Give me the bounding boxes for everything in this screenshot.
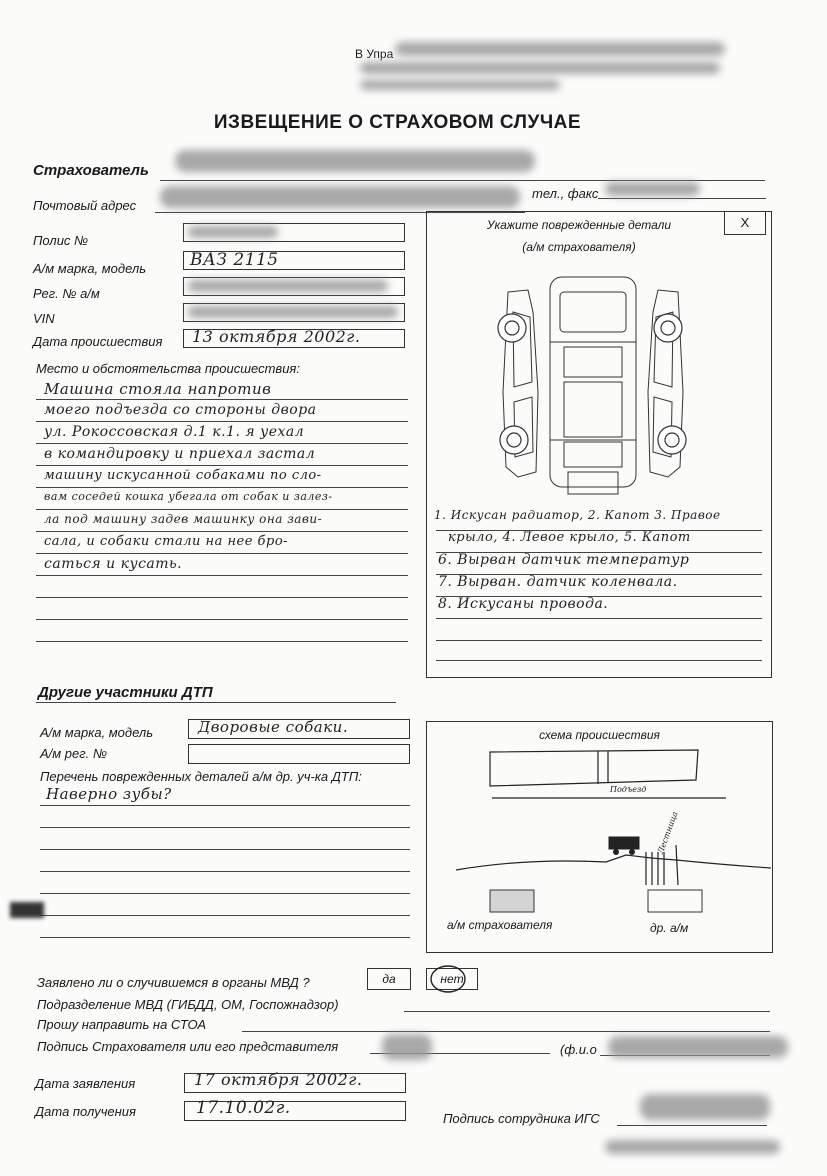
- damage-item: 7. Вырван. датчик коленвала.: [438, 574, 678, 590]
- scheme-drawing[interactable]: [426, 740, 773, 940]
- story-line: моего подъезда со стороны двора: [44, 402, 317, 418]
- story-rule: [36, 531, 408, 532]
- insured-section-label: Страхователь: [33, 162, 149, 179]
- damage-item: 8. Искусаны провода.: [438, 596, 609, 612]
- story-rule: [36, 487, 408, 488]
- police-yes-option[interactable]: да: [367, 968, 411, 990]
- vin-label: VIN: [33, 311, 55, 326]
- story-line: ла под машину задев машинку она зави-: [44, 512, 323, 526]
- redacted-officer-signature: [640, 1094, 770, 1120]
- redacted-policy: [188, 226, 278, 238]
- other-reg-field[interactable]: [188, 744, 410, 764]
- other-rule: [40, 937, 410, 938]
- other-rule: [40, 915, 410, 916]
- redacted-vin: [188, 306, 398, 318]
- signature-label: Подпись Страхователя или его представителя: [37, 1039, 339, 1054]
- other-reg-label: А/м рег. №: [40, 746, 107, 761]
- story-rule: [36, 553, 408, 554]
- insured-name-line: [160, 180, 765, 181]
- story-line: саться и кусать.: [44, 556, 183, 572]
- entrance-label: Подъезд: [610, 785, 647, 794]
- incident-date-label: Дата происшествия: [33, 334, 163, 349]
- scheme-title: схема происшествия: [539, 728, 660, 742]
- place-label: Место и обстоятельства происшествия:: [36, 361, 300, 376]
- other-rule: [40, 827, 410, 828]
- phone-line: [598, 198, 766, 199]
- sto-label: Прошу направить на СТОА: [37, 1017, 207, 1032]
- police-question: Заявлено ли о случившемся в органы МВД ?: [37, 975, 310, 990]
- legend-insured-label: а/м страхователя: [447, 918, 553, 932]
- officer-signature-label: Подпись сотрудника ИГС: [443, 1111, 600, 1126]
- damage-box-subtitle: (а/м страхователя): [522, 240, 636, 254]
- damage-item: 1. Искусан радиатор, 2. Капот 3. Правое: [434, 508, 721, 522]
- other-damaged-label: Перечень поврежденных деталей а/м др. уч-ка ДТП:: [40, 769, 362, 784]
- damage-box-title: Укажите поврежденные детали: [486, 218, 672, 232]
- fio-label: (ф.и.о: [560, 1042, 597, 1057]
- damage-rule: [436, 618, 762, 619]
- other-rule: [40, 805, 410, 806]
- story-line: вам соседей кошка убегала от собак и залез-: [44, 490, 333, 503]
- reg-label: Рег. № а/м: [33, 286, 100, 301]
- story-rule: [36, 619, 408, 620]
- stairs-label: Лестница: [656, 810, 680, 856]
- others-section-rule: [36, 702, 396, 703]
- story-rule: [36, 641, 408, 642]
- story-rule: [36, 575, 408, 576]
- other-damaged-value: Наверно зубы?: [46, 785, 172, 803]
- story-rule: [36, 509, 408, 510]
- story-line: сала, и собаки стали на нее бро-: [44, 534, 289, 549]
- story-line: в командировку и приехал застал: [44, 446, 316, 462]
- no-circle-mark: [428, 962, 468, 996]
- redacted-insured-name: [175, 150, 535, 172]
- document-title: ИЗВЕЩЕНИЕ О СТРАХОВОМ СЛУЧАЕ: [213, 112, 582, 133]
- sto-line: [242, 1031, 770, 1032]
- redacted-addressee-line3: [360, 80, 560, 90]
- other-rule: [40, 871, 410, 872]
- redacted-reg: [188, 280, 388, 292]
- postal-label: Почтовый адрес: [33, 198, 137, 213]
- car-model-value: ВАЗ 2115: [190, 250, 279, 270]
- redacted-addressee: [395, 42, 725, 56]
- story-rule: [36, 443, 408, 444]
- addressee-prefix: В Упра: [355, 47, 394, 61]
- damage-item: крыло, 4. Левое крыло, 5. Капот: [448, 530, 691, 545]
- redacted-fio: [608, 1036, 788, 1058]
- police-no-option[interactable]: нет: [426, 968, 478, 990]
- story-line: машину искусанной собаками по сло-: [44, 468, 322, 483]
- policy-label: Полис №: [33, 233, 89, 248]
- redacted-signature: [382, 1034, 432, 1060]
- damage-rule: [436, 660, 762, 661]
- scan-mark: [10, 902, 44, 918]
- police-dept-label: Подразделение МВД (ГИБДД, ОМ, Госпожнадзор): [37, 997, 339, 1012]
- story-line: ул. Рокоссовская д.1 к.1. я уехал: [44, 424, 305, 440]
- story-line: Машина стояла напротив: [44, 380, 272, 398]
- receipt-date-label: Дата получения: [35, 1104, 136, 1119]
- car-model-label: А/м марка, модель: [33, 261, 147, 276]
- story-rule: [36, 465, 408, 466]
- application-date-value: 17 октября 2002г.: [194, 1070, 363, 1089]
- car-diagram[interactable]: [488, 272, 698, 502]
- story-rule: [36, 597, 408, 598]
- other-car-model-value: Дворовые собаки.: [198, 718, 349, 736]
- mark-box[interactable]: X: [724, 211, 766, 235]
- phone-label: тел., факс: [532, 186, 599, 201]
- receipt-date-value: 17.10.02г.: [196, 1098, 291, 1118]
- police-dept-line: [404, 1011, 770, 1012]
- other-rule: [40, 893, 410, 894]
- redacted-phone: [605, 182, 700, 196]
- redacted-addressee-line2: [360, 62, 720, 74]
- other-rule: [40, 849, 410, 850]
- redacted-officer-name: [605, 1140, 780, 1154]
- story-rule: [36, 399, 408, 400]
- application-date-label: Дата заявления: [35, 1076, 136, 1091]
- others-section-label: Другие участники ДТП: [38, 684, 213, 701]
- officer-signature-line: [617, 1125, 767, 1126]
- incident-date-value: 13 октября 2002г.: [192, 327, 361, 346]
- damage-rule: [436, 640, 762, 641]
- story-rule: [36, 421, 408, 422]
- redacted-postal: [160, 186, 520, 208]
- damage-item: 6. Вырван датчик температур: [438, 552, 690, 568]
- legend-other-label: др. а/м: [650, 921, 689, 935]
- other-car-model-label: А/м марка, модель: [40, 725, 154, 740]
